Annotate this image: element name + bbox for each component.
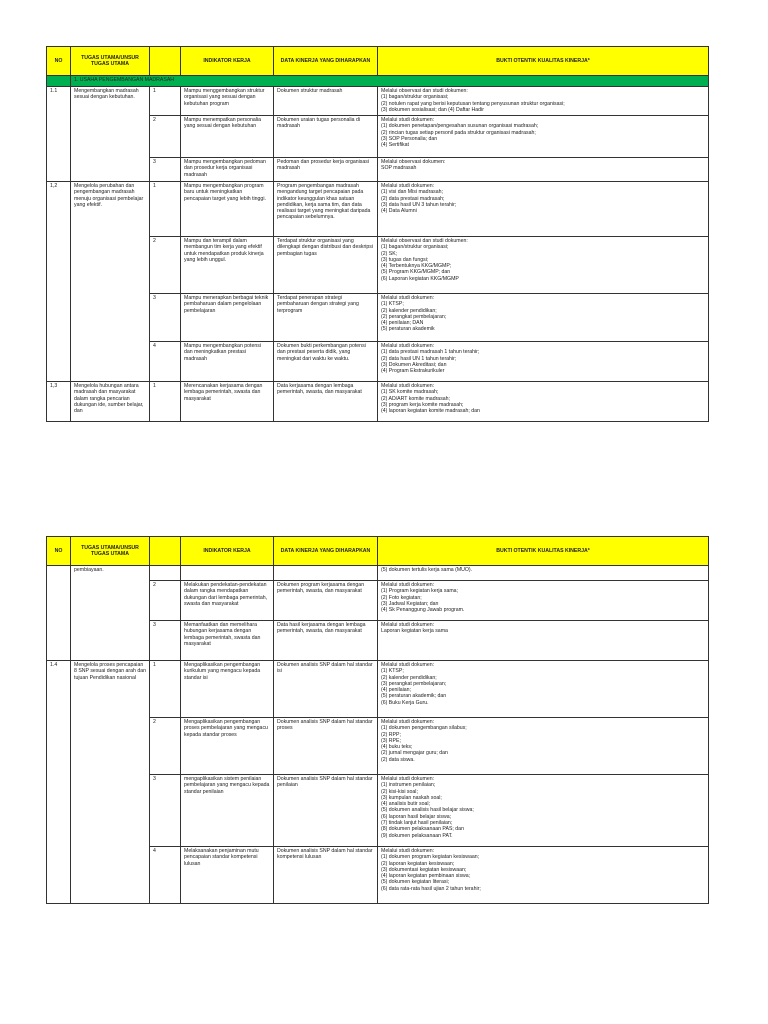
table-header [47, 537, 709, 566]
row-tugas: Mengelola perubahan dan pengembangan madrasah menuju organisasi pembelajar yang efektif. [71, 182, 150, 382]
table-row: 1,2 Mengelola perubahan dan pengembangan madrasah menuju organisasi pembelajar yang efektif. 1 Mampu mengembangkan program baru untuk meningkatkan pencapaian target yang lebih tinggi. Program pengembangan madrasah mengandung target pencapaian pada indikator keunggulan khas satuan pendidikan, kerja sama tim, dan data realisasi target yang meningkat daripada pencapaian sebelumnya. Melalui studi dokumen: (1) visi dan Misi madrasah; (2) data prestasi madrasah; (3) data hasil UN 3 tahun terahir; (4) Data Alumni [47, 182, 709, 237]
header-no: NO [47, 47, 71, 76]
table-row: 2 Mengaplikasikan pengembangan proses pembelajaran yang mengacu kepada standar proses Dokumen analisis SNP dalam hal standar proses Melalui studi dokumen: (1) dokumen pengembangan silabus; (2) RPP; (3) RPE; (4) buku teks; (2) jurnal mengajar guru; dan (2) data siswa. [47, 718, 709, 775]
competency-table-page-1 [46, 46, 709, 422]
header-tugas: TUGAS UTAMA/UNSUR TUGAS UTAMA [71, 47, 150, 76]
header-tugas: TUGAS UTAMA/UNSUR TUGAS UTAMA [71, 537, 150, 566]
table-row: 3 Mampu mengembangkan pedoman dan prosedur kerja organisasi madrasah Pedoman dan prosedur kerja organisasi madrasah Melalui observasi dokumen: SOP madrasah [47, 158, 709, 182]
table-row: 4 Mampu mengembangkan potensi dan meningkatkan prestasi madrasah Dokumen bukti perkembangan potensi dan prestasi peserta didik, yang meningkat dari waktu ke waktu. Melalui studi dokumen: (1) data prestasi madrasah 1 tahun terahir; (2) data hasil UN 1 tahun terahir; (3) Dokumen Akreditasi; dan (4) Program Ekstrakurikuler [47, 342, 709, 382]
competency-table-page-2 [46, 536, 709, 904]
header-data: DATA KINERJA YANG DIHARAPKAN [274, 537, 378, 566]
table-row: 1.1 Mengembangkan madrasah sesuai dengan kebutuhan. 1 Mampu menggembangkan struktur organisasi yang sesuai dengan kebutuhan program Dokumen struktur madrasah Melalui observasi dan studi dokumen: (1) bagan/struktur organisasi; (2) notulen rapat yang berisi keputusan tentang penyusunan struktur organisasi; (3) dokumen sosialisasi; dan (4) Daftar Hadir [47, 87, 709, 116]
table-row: 2 Mampu menempatkan personalia yang sesuai dengan kebutuhan Dokumen uraian tugas personalia di madrasah Melalui studi dokumen: (1) dokumen penetapan/pengesahan susunan organisasi madrasah; (2) rincian tugas setiap personil pada struktur organisasi madrasah; (3) SOP Personalia; dan (4) Sertifikat [47, 116, 709, 158]
header-bukti: BUKTI OTENTIK KUALITAS KINERJA* [378, 537, 709, 566]
row-tugas: pembiayaan. [71, 566, 150, 661]
table-row: 2 Melakukan pendekatan-pendekatan dalam rangka mendapatkan dukungan dari lembaga pemerintah, swasta dan masyarakat Dokumen program kerjasama dengan pemerintah, swasta, dan masyarakat Melalui studi dokumen: (1) Program kegiatan kerja sama; (2) Foto kegiatan; (3) Jadwal Kegiatan; dan (4) Sk Penanggung Jawab program. [47, 581, 709, 621]
row-tugas: Mengelola proses pencapaian 8 SNP sesuai dengan arah dan tujuan Pendidikan nasional [71, 661, 150, 904]
table-row: 1.4 Mengelola proses pencapaian 8 SNP sesuai dengan arah dan tujuan Pendidikan nasional 1 Mengaplikasikan pengembangan kurikulum yang mengacu kepada standar isi Dokumen analisis SNP dalam hal standar isi Melalui studi dokumen: (1) KTSP; (2) kalender pendidikan; (3) perangkat pembelajaran; (4) penilaian; (5) peraturan akademik; dan (6) Buku Kerja Guru. [47, 661, 709, 718]
table-row: pembiayaan. (5) dokumen tertulis kerja sama (MUO). [47, 566, 709, 581]
row-no: 1,2 [47, 182, 71, 382]
header-no: NO [47, 537, 71, 566]
row-no: 1.1 [47, 87, 71, 182]
header-indikator: INDIKATOR KERJA [181, 537, 274, 566]
table-row: 3 Mampu menerapkan berbagai teknik pembaharuan dalam pengelolaan pembelajaran Terdapat penerapan strategi pembaharuan dengan strategi yang terprogram Melalui studi dokumen: (1) KTSP; (2) kalender pendidikan; (2) perangkat pembelajaran; (4) penilaian; DAN (5) peraturan akademik [47, 294, 709, 342]
row-tugas: Mengelola hubungan antara madrasah dan masyarakat dalam rangka pencarian dukungan ide, sumber belajar, dan [71, 382, 150, 422]
section-row [47, 76, 709, 87]
row-no: 1.4 [47, 661, 71, 904]
table-header [47, 47, 709, 76]
header-bukti: BUKTI OTENTIK KUALITAS KINERJA* [378, 47, 709, 76]
table-row: 2 Mampu dan terampil dalam membangun tim kerja yang efektif untuk mendapatkan produk kinerja yang lebih unggul. Terdapat struktur organisasi yang dilengkapi dengan distribusi dan deskripsi pembagian tugas Melalui observasi dan studi dokumen: (1) bagan/struktur organisasi; (2) SK; (3) tugas dan fungsi; (4) Terbentuknya KKG/MGMP; (5) Program KKG/MGMP; dan (6) Laporan kegiatan KKG/MGMP [47, 237, 709, 294]
table-row: 3 mengaplikasikan sistem penilaian pembelajaran yang mengacu kepada standar penilaian Dokumen analisis SNP dalam hal standar penilaian Melalui studi dokumen: (1) instrumen penilaian; (2) kisi-kisi soal; (3) kumpulan naskah soal; (4) analisis butir soal; (5) dokumen analisis hasil belajar siswa; (6) laporan hasil belajar siswa; (7) tindak lanjut hasil penilaian; (8) dokumen pelaksanaan PAS; dan (9) dokumen pelaksanaan PAT. [47, 775, 709, 847]
section-title: 1. USAHA PENGEMBANGAN MADRASAH [71, 76, 709, 87]
table-row: 3 Memanfaatkan dan memelihara hubungan kerjasama dengan lembaga pemerintah, swasta dan masyarakat Data hasil kerjasama dengan lembaga pemerintah, swasta, dan masyarakat Melalui studi dokumen: Laporan kegiatan kerja sama [47, 621, 709, 661]
row-no: 1,3 [47, 382, 71, 422]
header-data: DATA KINERJA YANG DIHARAPKAN [274, 47, 378, 76]
header-indikator: INDIKATOR KERJA [181, 47, 274, 76]
table-row: 1,3 Mengelola hubungan antara madrasah dan masyarakat dalam rangka pencarian dukungan ide, sumber belajar, dan 1 Merencanakan kerjasama dengan lembaga pemerintah, swasta dan masyarakat Data kerjasama dengan lembaga pemerintah, swasta, dan masyarakat Melalui studi dokumen: (1) SK komite madrasah; (2) AD/ART komite madrasah; (3) program kerja komite madrasah; (4) laporan kegiatan komite madrasah; dan [47, 382, 709, 422]
row-tugas: Mengembangkan madrasah sesuai dengan kebutuhan. [71, 87, 150, 182]
table-row: 4 Melaksanakan penjaminan mutu pencapaian standar kompetensi lulusan Dokumen analisis SNP dalam hal standar kompetensi lulusan Melalui studi dokumen: (1) dokumen program kegiatan kesiswaan; (2) laporan kegiatan kesiswaan; (3) dokumentasi kegiatan kesiswaan; (4) laporan kegiatan pembinaan siswa; (5) dokumen kegiatan literasi; (6) data rata-rata hasil ujian 2 tahun terahir; [47, 847, 709, 904]
